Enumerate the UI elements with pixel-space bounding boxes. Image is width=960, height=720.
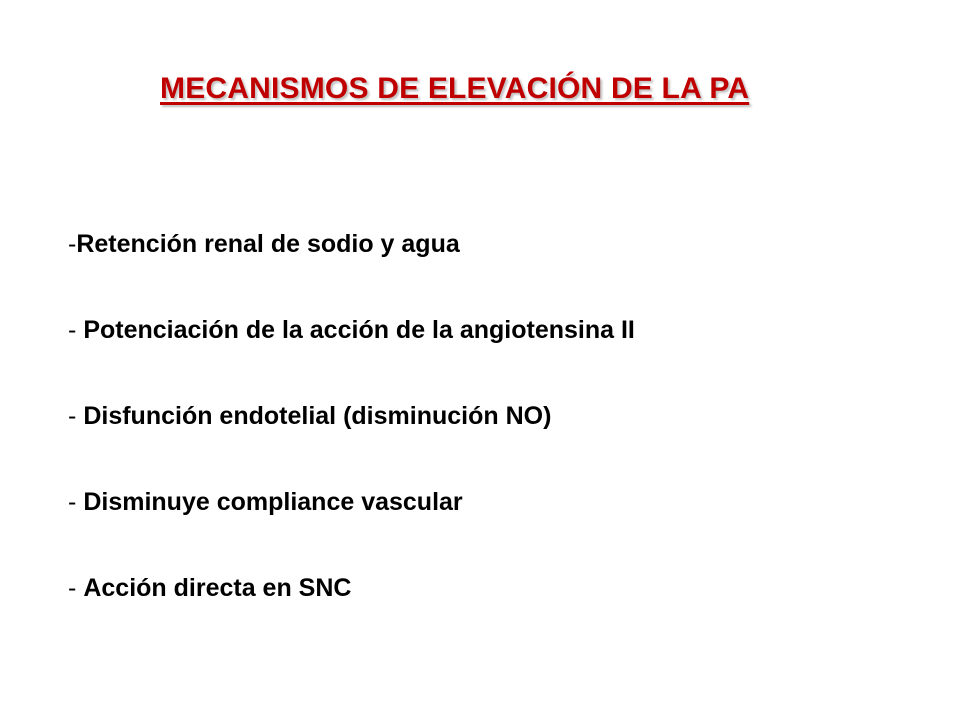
bullet-text: Potenciación de la acción de la angiotensina II (83, 316, 635, 344)
slide-title: MECANISMOS DE ELEVACIÓN DE LA PA (160, 72, 750, 105)
bullet-item (68, 480, 928, 524)
bullet-item (68, 394, 928, 438)
bullet-dash: - (68, 230, 77, 258)
bullet-item (68, 566, 928, 610)
bullet-dash: - (68, 574, 77, 602)
bullet-item (68, 222, 928, 266)
bullet-text: Retención renal de sodio y agua (76, 230, 460, 258)
bullet-dash: - (68, 316, 77, 344)
bullet-dash: - (68, 402, 77, 430)
bullet-item (68, 308, 928, 352)
bullet-list (68, 222, 928, 652)
bullet-text: Disfunción endotelial (disminución NO) (83, 402, 552, 430)
bullet-dash: - (68, 488, 77, 516)
bullet-text: Acción directa en SNC (83, 574, 352, 602)
bullet-text: Disminuye compliance vascular (83, 488, 463, 516)
